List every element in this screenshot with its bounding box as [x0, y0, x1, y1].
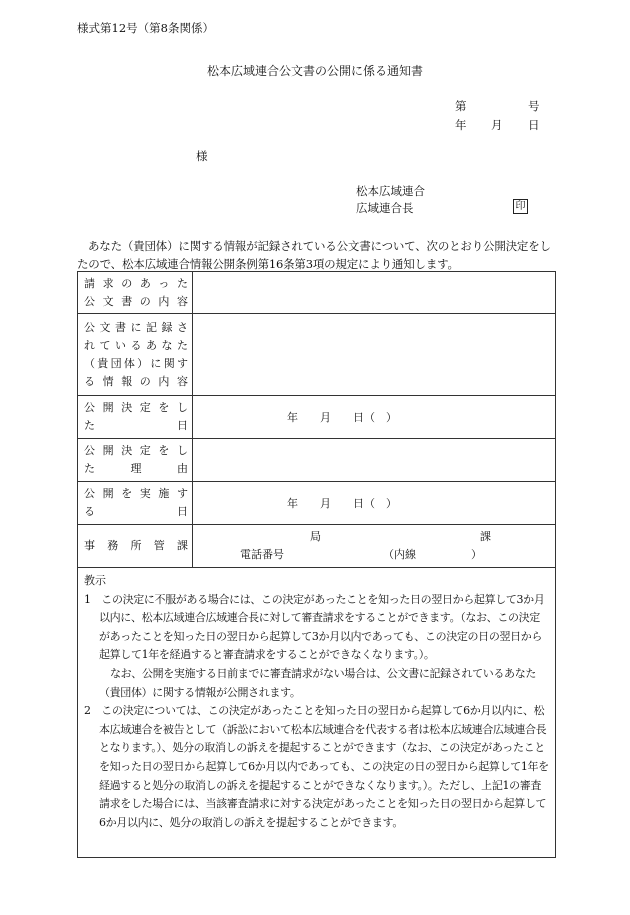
value-requested-doc[interactable] [193, 272, 556, 314]
document-title: 松本広域連合公文書の公開に係る通知書 [206, 64, 423, 78]
row-impl-date [78, 482, 556, 525]
row-decision-date [78, 396, 556, 439]
date-year: 年 [455, 118, 467, 132]
label-office: 事務所管課 [78, 525, 193, 568]
value-office[interactable] [193, 525, 556, 568]
value-reason[interactable] [193, 439, 556, 482]
row-recorded-info [78, 314, 556, 396]
value-impl-date[interactable]: 年 月 日（ ） [193, 482, 556, 525]
date-month: 月 [491, 118, 503, 132]
section-label: 課 [480, 530, 491, 543]
label-reason: 公開決定をし た 理 由 [78, 439, 193, 482]
issuer-seal [513, 199, 528, 214]
number-prefix: 第 [455, 99, 467, 113]
notice-table [77, 271, 556, 858]
value-recorded-info[interactable] [193, 314, 556, 396]
date-day: 日 [528, 118, 540, 132]
row-reason [78, 439, 556, 482]
extension-label: （内線 ） [383, 548, 482, 561]
label-requested-doc: 請求のあった 公文書の内容 [78, 272, 193, 314]
notes-heading: 教示 [84, 574, 106, 587]
form-number: 様式第12号（第8条関係） [77, 21, 214, 35]
label-decision-date: 公開決定をし た 日 [78, 396, 193, 439]
label-recorded-info: 公文書に記録さ れているあなた （貴団体）に関す る情報の内容 [78, 314, 193, 396]
issuer-title: 広域連合長 [356, 201, 414, 215]
row-requested-doc [78, 272, 556, 314]
phone-label: 電話番号 [240, 548, 284, 561]
row-notes [78, 568, 556, 858]
row-office [78, 525, 556, 568]
recipient-honorific: 様 [196, 149, 208, 163]
note-1b: なお、公開を実施する日前までに審査請求がない場合は、公文書に記録されているあなた（貴団体）に関する情報が公開されます。 [99, 666, 536, 699]
intro-text [77, 237, 557, 273]
intro-body: あなた（貴団体）に関する情報が記録されている公文書について、次のとおり公開決定をしたので、松本広域連合情報公開条例第16条第3項の規定により通知します。 [77, 239, 551, 271]
value-decision-date[interactable]: 年 月 日（ ） [193, 396, 556, 439]
bureau-label: 局 [310, 530, 321, 543]
seal-mark: 印 [513, 199, 528, 214]
notes-cell [78, 568, 556, 858]
label-impl-date: 公開を実施す る 日 [78, 482, 193, 525]
issuer-name: 松本広域連合 [356, 184, 425, 198]
note-1: 1 この決定に不服がある場合には、この決定があったことを知った日の翌日から起算して3か月以内に、松本広域連合広域連合長に対して審査請求をすることができます。（なお、この決定があったことを知った日の翌日から起算して3か月以内であっても、この決定の日の翌日から起算して1年を経過すると審査請求をすることができなくなります。）。 [84, 592, 545, 662]
note-2: 2 この決定については、この決定があったことを知った日の翌日から起算して6か月以内に、松本広域連合を被告として（訴訟において松本広域連合を代表する者は松本広域連合広域連合長となります。）、処分の取消しの訴えを提起することができます（なお、この決定があったことを知った日の翌日から起算して6か月以内であっても、この決定の日の翌日から起算して1年を経過すると処分の取消しの訴えを提起することができなくなります。）。ただし、上記1の審査請求をした場合には、当該審査請求に対する決定があったことを知った日の翌日から起算して6か月以内に、処分の取消しの訴えを提起することができます。 [84, 704, 549, 829]
number-suffix: 号 [528, 99, 540, 113]
